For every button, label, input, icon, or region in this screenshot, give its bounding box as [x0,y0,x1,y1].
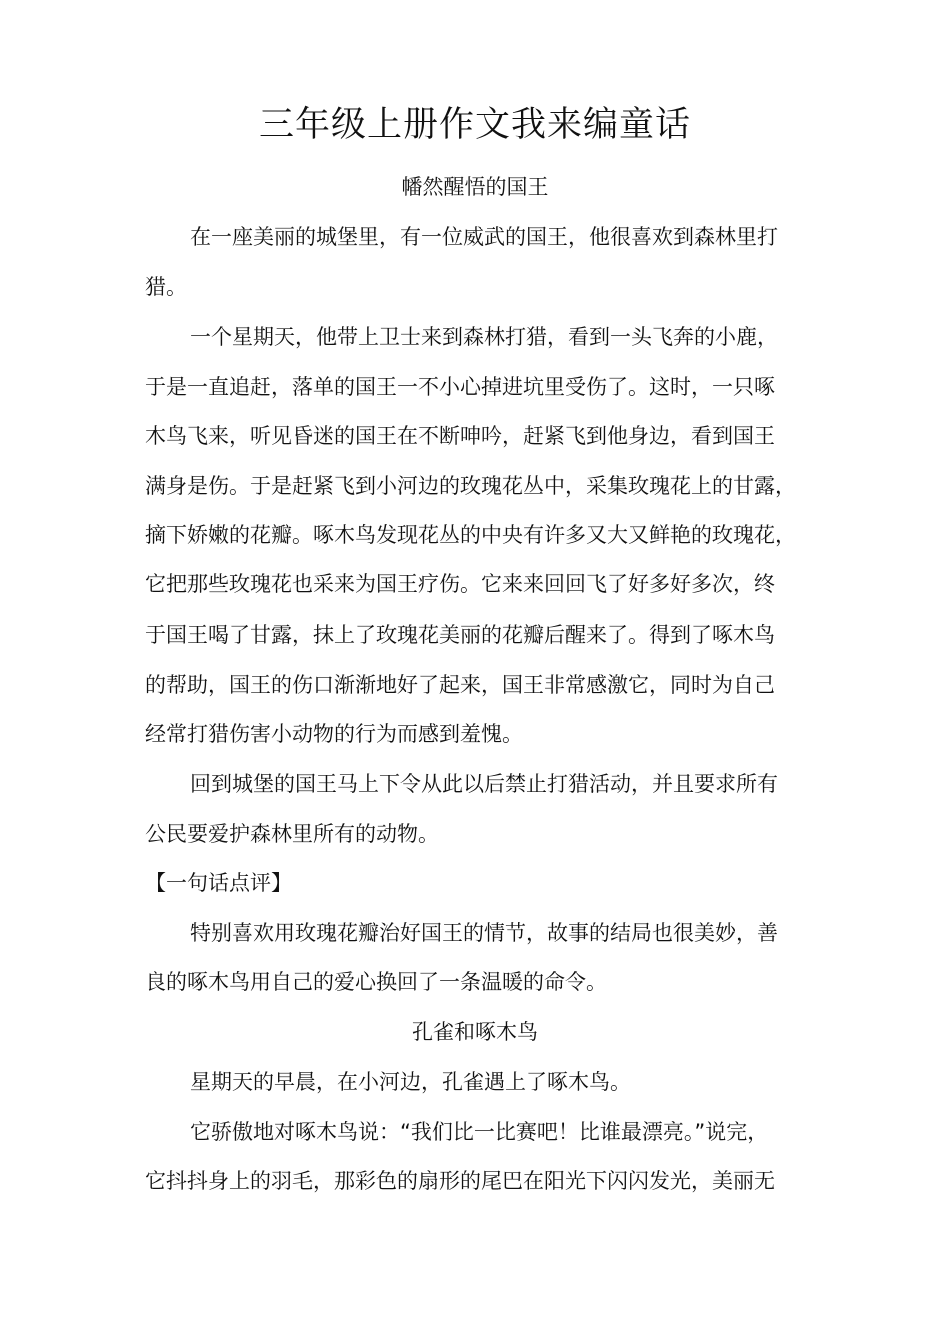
paragraph-line: 摘下娇嫩的花瓣。啄木鸟发现花丛的中央有许多又大又鲜艳的玫瑰花， [145,523,796,547]
paragraph-line: 一个星期天，他带上卫士来到森林打猎，看到一头飞奔的小鹿， [190,325,778,349]
paragraph-line: 它骄傲地对啄木鸟说：“我们比一比赛吧！比谁最漂亮。”说完， [190,1120,769,1144]
comment-heading: 【一句话点评】 [145,871,292,895]
story-title: 孔雀和啄木鸟 [412,1020,538,1044]
paragraph-line: 回到城堡的国王马上下令从此以后禁止打猎活动，并且要求所有 [190,772,778,796]
paragraph-line: 满身是伤。于是赶紧飞到小河边的玫瑰花丛中，采集玫瑰花上的甘露， [145,474,796,498]
paragraph-line: 猎。 [145,275,187,299]
paragraph-line: 经常打猎伤害小动物的行为而感到羞愧。 [145,722,523,746]
paragraph-line: 木鸟飞来，听见昏迷的国王在不断呻吟，赶紧飞到他身边，看到国王 [145,424,775,448]
paragraph-line: 它把那些玫瑰花也采来为国王疗伤。它来来回回飞了好多好多次，终 [145,572,775,596]
paragraph-line: 于国王喝了甘露，抹上了玫瑰花美丽的花瓣后醒来了。得到了啄木鸟 [145,623,775,647]
paragraph-line: 星期天的早晨，在小河边，孔雀遇上了啄木鸟。 [190,1070,631,1094]
paragraph-line: 特别喜欢用玫瑰花瓣治好国王的情节，故事的结局也很美妙，善 [190,921,778,945]
paragraph-line: 于是一直追赶，落单的国王一不小心掉进坑里受伤了。这时，一只啄 [145,375,775,399]
paragraph-line: 的帮助，国王的伤口渐渐地好了起来，国王非常感激它，同时为自己 [145,673,775,697]
document-title: 三年级上册作文我来编童话 [258,105,691,145]
paragraph-line: 它抖抖身上的羽毛，那彩色的扇形的尾巴在阳光下闪闪发光，美丽无 [145,1169,775,1193]
paragraph-line: 良的啄木鸟用自己的爱心换回了一条温暖的命令。 [145,970,607,994]
paragraph-line: 公民要爱护森林里所有的动物。 [145,822,439,846]
story-title: 幡然醒悟的国王 [401,175,549,199]
paragraph-line: 在一座美丽的城堡里，有一位威武的国王，他很喜欢到森林里打 [190,225,778,249]
